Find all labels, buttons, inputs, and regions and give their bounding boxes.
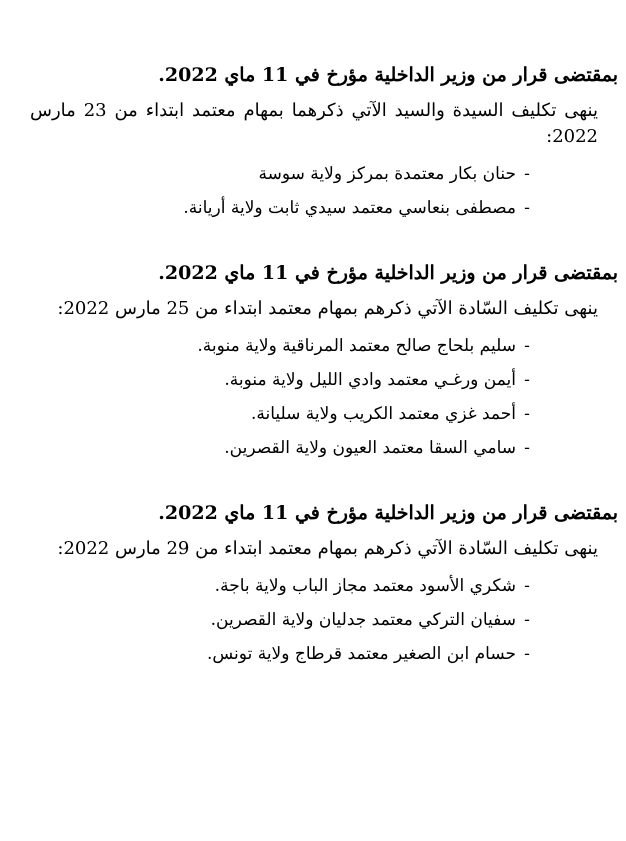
decree-intro: ينهى تكليف السّادة الآتي ذكرهم بمهام معتمد ابتداء من 25 مارس 2022: — [57, 298, 598, 319]
decree-section-1 — [30, 62, 618, 220]
document-page — [30, 62, 618, 676]
bullet-dash: - — [524, 438, 530, 458]
appointee-list — [30, 162, 538, 220]
list-item — [30, 608, 538, 632]
list-item — [30, 642, 538, 666]
bullet-dash: - — [524, 576, 530, 596]
list-item — [30, 196, 538, 220]
bullet-dash: - — [524, 336, 530, 356]
list-item-text: أيمن ورغـي معتمد وادي الليل ولاية منوبة. — [224, 370, 516, 390]
list-item-text: سامي السقا معتمد العيون ولاية القصرين. — [224, 438, 516, 458]
list-item-text: سليم بلحاج صالح معتمد المرناقية ولاية منوبة. — [197, 336, 516, 356]
list-item-text: سفيان التركي معتمد جدليان ولاية القصرين. — [210, 610, 516, 630]
decree-heading: بمقتضى قرار من وزير الداخلية مؤرخ في 11 ماي 2022. — [158, 502, 618, 524]
list-item — [30, 334, 538, 358]
list-item-text: حنان بكار معتمدة بمركز ولاية سوسة — [258, 164, 516, 184]
bullet-dash: - — [524, 610, 530, 630]
list-item — [30, 574, 538, 598]
list-item-text: حسام ابن الصغير معتمد قرطاج ولاية تونس. — [206, 644, 516, 664]
list-item-text: مصطفى بنعاسي معتمد سيدي ثابت ولاية أريانة. — [183, 198, 516, 218]
bullet-dash: - — [524, 644, 530, 664]
bullet-dash: - — [524, 404, 530, 424]
list-item — [30, 436, 538, 460]
bullet-dash: - — [524, 164, 530, 184]
list-item — [30, 402, 538, 426]
list-item-text: أحمد غزي معتمد الكريب ولاية سليانة. — [250, 404, 516, 424]
list-item — [30, 368, 538, 392]
decree-heading: بمقتضى قرار من وزير الداخلية مؤرخ في 11 ماي 2022. — [158, 262, 618, 284]
decree-section-2 — [30, 260, 618, 460]
bullet-dash: - — [524, 198, 530, 218]
decree-intro: ينهى تكليف السيدة والسيد الآتي ذكرهما بمهام معتمد ابتداء من 23 مارس 2022: — [30, 100, 599, 147]
bullet-dash: - — [524, 370, 530, 390]
list-item-text: شكري الأسود معتمد مجاز الباب ولاية باجة. — [214, 576, 516, 596]
list-item — [30, 162, 538, 186]
decree-section-3 — [30, 500, 618, 666]
appointee-list — [30, 574, 538, 666]
appointee-list — [30, 334, 538, 460]
decree-intro: ينهى تكليف السّادة الآتي ذكرهم بمهام معتمد ابتداء من 29 مارس 2022: — [57, 538, 598, 559]
decree-heading: بمقتضى قرار من وزير الداخلية مؤرخ في 11 ماي 2022. — [158, 64, 618, 86]
